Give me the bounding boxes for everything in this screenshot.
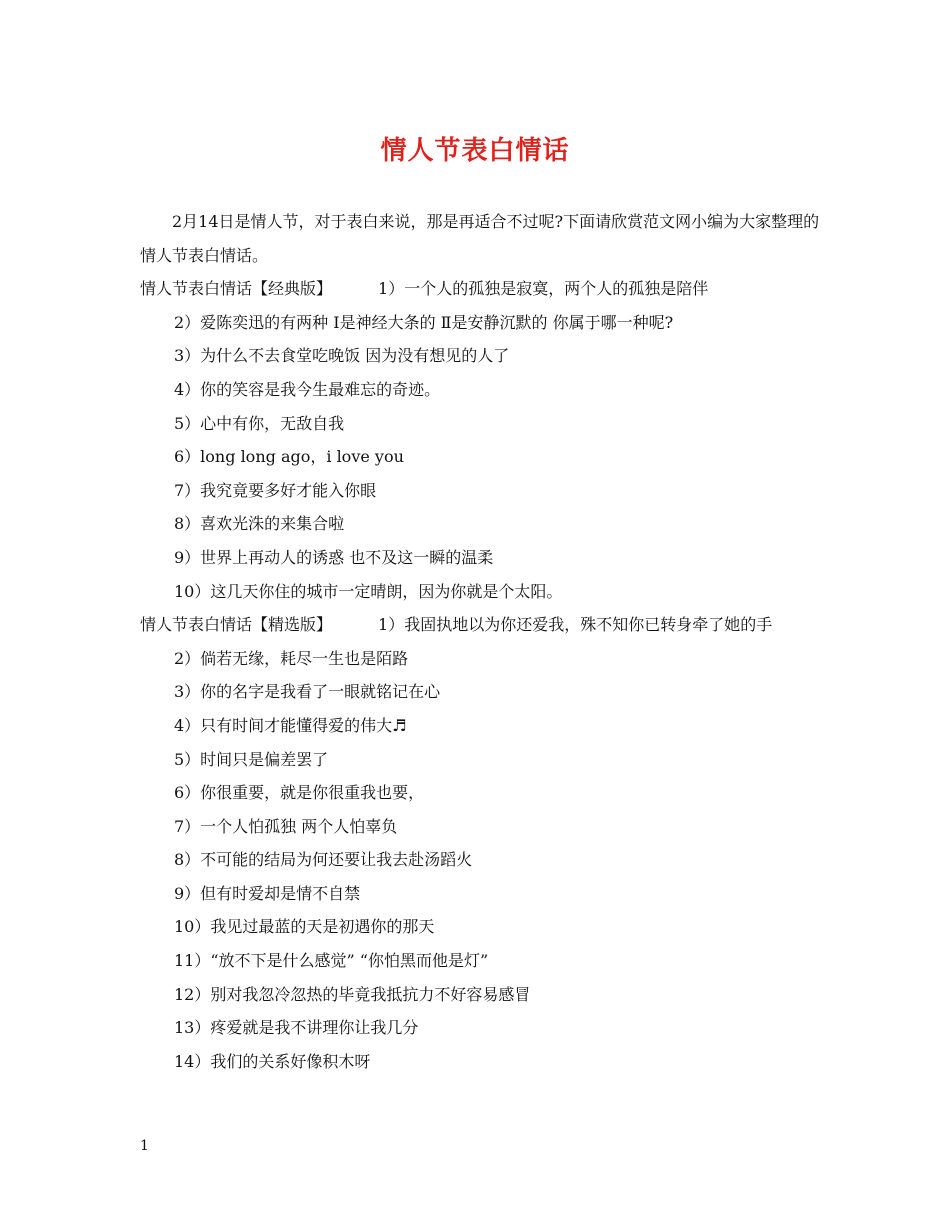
section-classic-item: 10）这几天你住的城市一定晴朗，因为你就是个太阳。 [174,581,563,601]
section-heading-selected [140,608,820,642]
section-classic-item: 6）long long ago，i love you [174,447,404,467]
section-selected-item: 7）一个人怕孤独 两个人怕辜负 [174,816,398,836]
section-selected-item: 13）疼爱就是我不讲理你让我几分 [174,1018,419,1038]
section-classic-item: 7）我究竟要多好才能入你眼 [174,480,377,500]
section-selected-item: 12）别对我忽冷忽热的毕竟我抵抗力不好容易感冒 [174,984,531,1004]
intro-paragraph: 2月14日是情人节，对于表白来说，那是再适合不过呢?下面请欣赏范文网小编为大家整理的情人节表白情话。 [140,212,820,265]
section-classic-item-1: 1）一个人的孤独是寂寞，两个人的孤独是陪伴 [378,279,709,299]
section-classic-item: 9）世界上再动人的诱惑 也不及这一瞬的温柔 [174,547,494,567]
section-heading-classic-label: 情人节表白情话【经典版】 [140,279,333,299]
section-selected-item: 2）倘若无缘，耗尽一生也是陌路 [174,648,409,668]
section-selected-item: 5）时间只是偏差罢了 [174,749,329,769]
section-selected-item: 6）你很重要，就是你很重我也要， [174,783,425,803]
section-classic-item: 8）喜欢光洙的来集合啦 [174,514,345,534]
section-heading-selected-label: 情人节表白情话【精选版】 [140,615,333,635]
section-selected-item: 11）“放不下是什么感觉” “你怕黑而他是灯” [174,951,489,971]
section-selected-item-1: 1）我固执地以为你还爱我，殊不知你已转身牵了她的手 [378,615,773,635]
section-selected-item: 3）你的名字是我看了一眼就铭记在心 [174,682,441,702]
section-selected-item: 4）只有时间才能懂得爱的伟大♬ [174,715,407,735]
section-classic-item: 2）爱陈奕迅的有两种 Ⅰ是神经大条的 Ⅱ是安静沉默的 你属于哪一种呢? [174,312,674,332]
document-body [140,205,820,1078]
section-selected-item: 14）我们的关系好像积木呀 [174,1051,371,1071]
page-number: 1 [140,1138,149,1154]
section-classic-item: 3）为什么不去食堂吃晚饭 因为没有想见的人了 [174,346,510,366]
section-selected-item: 10）我见过最蓝的天是初遇你的那天 [174,917,435,937]
section-classic-item: 5）心中有你，无敌自我 [174,413,345,433]
section-classic-item: 4）你的笑容是我今生最难忘的奇迹。 [174,379,441,399]
section-selected-item: 9）但有时爱却是情不自禁 [174,883,361,903]
section-heading-classic [140,272,820,306]
document-title: 情人节表白情话 [380,136,570,166]
section-selected-item: 8）不可能的结局为何还要让我去赴汤蹈火 [174,850,473,870]
